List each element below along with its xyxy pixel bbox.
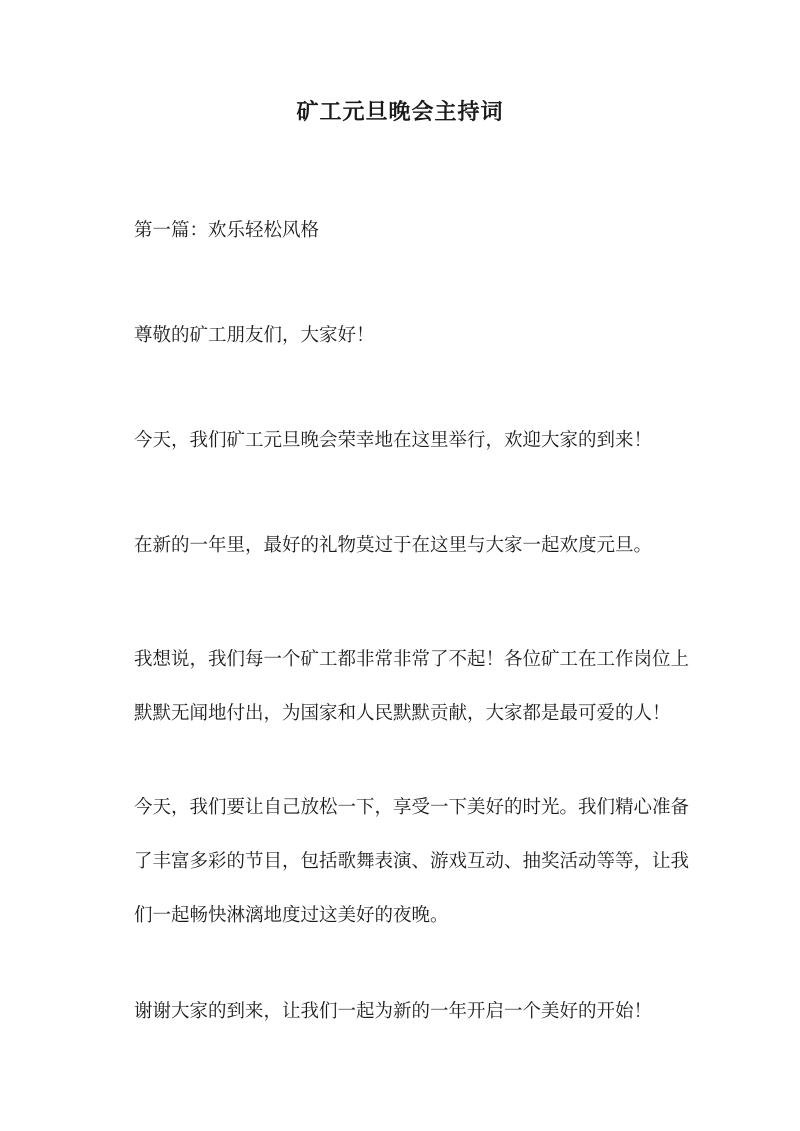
paragraph-welcome: 今天，我们矿工元旦晚会荣幸地在这里举行，欢迎大家的到来！: [134, 430, 653, 451]
paragraph-closing: 谢谢大家的到来，让我们一起为新的一年开启一个美好的开始！: [134, 1001, 653, 1022]
section-heading: 第一篇：欢乐轻松风格: [134, 220, 320, 241]
paragraph-program: 今天，我们要让自己放松一下，享受一下美好的时光。我们精心准备了丰富多彩的节目，包括歌舞表演、游戏互动、抽奖活动等等，让我们一起畅快淋漓地度过这美好的夜晚。: [134, 797, 690, 926]
paragraph-greeting: 尊敬的矿工朋友们，大家好！: [134, 325, 375, 346]
page-title: 矿工元旦晚会主持词: [296, 99, 504, 125]
paragraph-new-year: 在新的一年里，最好的礼物莫过于在这里与大家一起欢度元旦。: [134, 535, 653, 556]
paragraph-tribute: 我想说，我们每一个矿工都非常非常了不起！各位矿工在工作岗位上默默无闻地付出，为国家和人民默默贡献，大家都是最可爱的人！: [134, 649, 690, 724]
